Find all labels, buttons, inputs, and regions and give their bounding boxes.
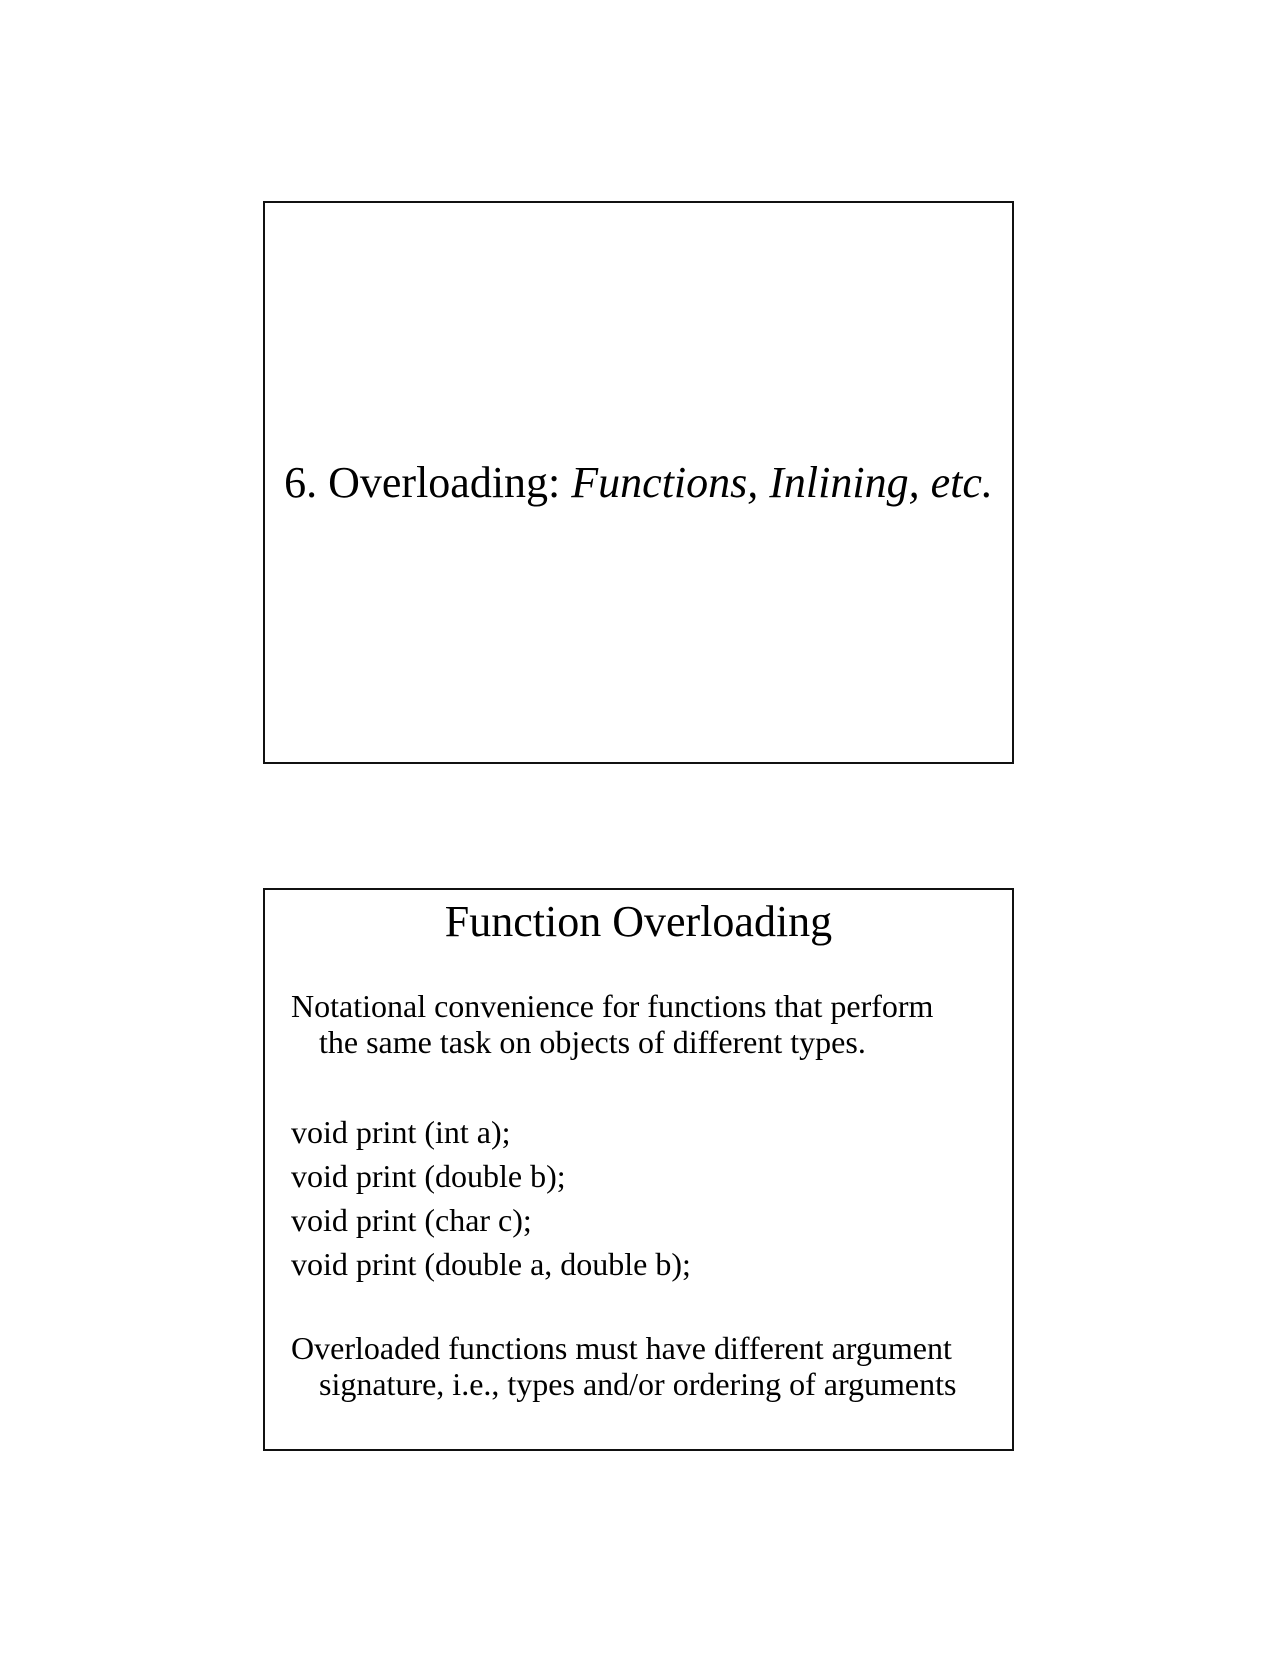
code-line: void print (double b); <box>291 1158 566 1194</box>
code-line: void print (int a); <box>291 1114 511 1150</box>
section-title-number: 6. Overloading: <box>284 458 561 507</box>
intro-line: Notational convenience for functions that perform <box>291 988 934 1024</box>
title-slide <box>263 201 1014 764</box>
code-line: void print (char c); <box>291 1202 532 1238</box>
section-title-topics: Functions, Inlining, etc. <box>571 458 993 507</box>
rule-line: Overloaded functions must have different argument <box>291 1330 952 1366</box>
rule-line: signature, i.e., types and/or ordering of arguments <box>319 1366 957 1402</box>
intro-line: the same task on objects of different types. <box>319 1024 866 1060</box>
code-example-list <box>291 1110 691 1286</box>
intro-paragraph <box>291 988 991 1060</box>
slide-title: Function Overloading <box>444 897 833 946</box>
code-line: void print (double a, double b); <box>291 1246 691 1282</box>
content-slide <box>263 888 1014 1451</box>
rule-paragraph <box>291 1330 991 1402</box>
section-title <box>265 458 1012 507</box>
